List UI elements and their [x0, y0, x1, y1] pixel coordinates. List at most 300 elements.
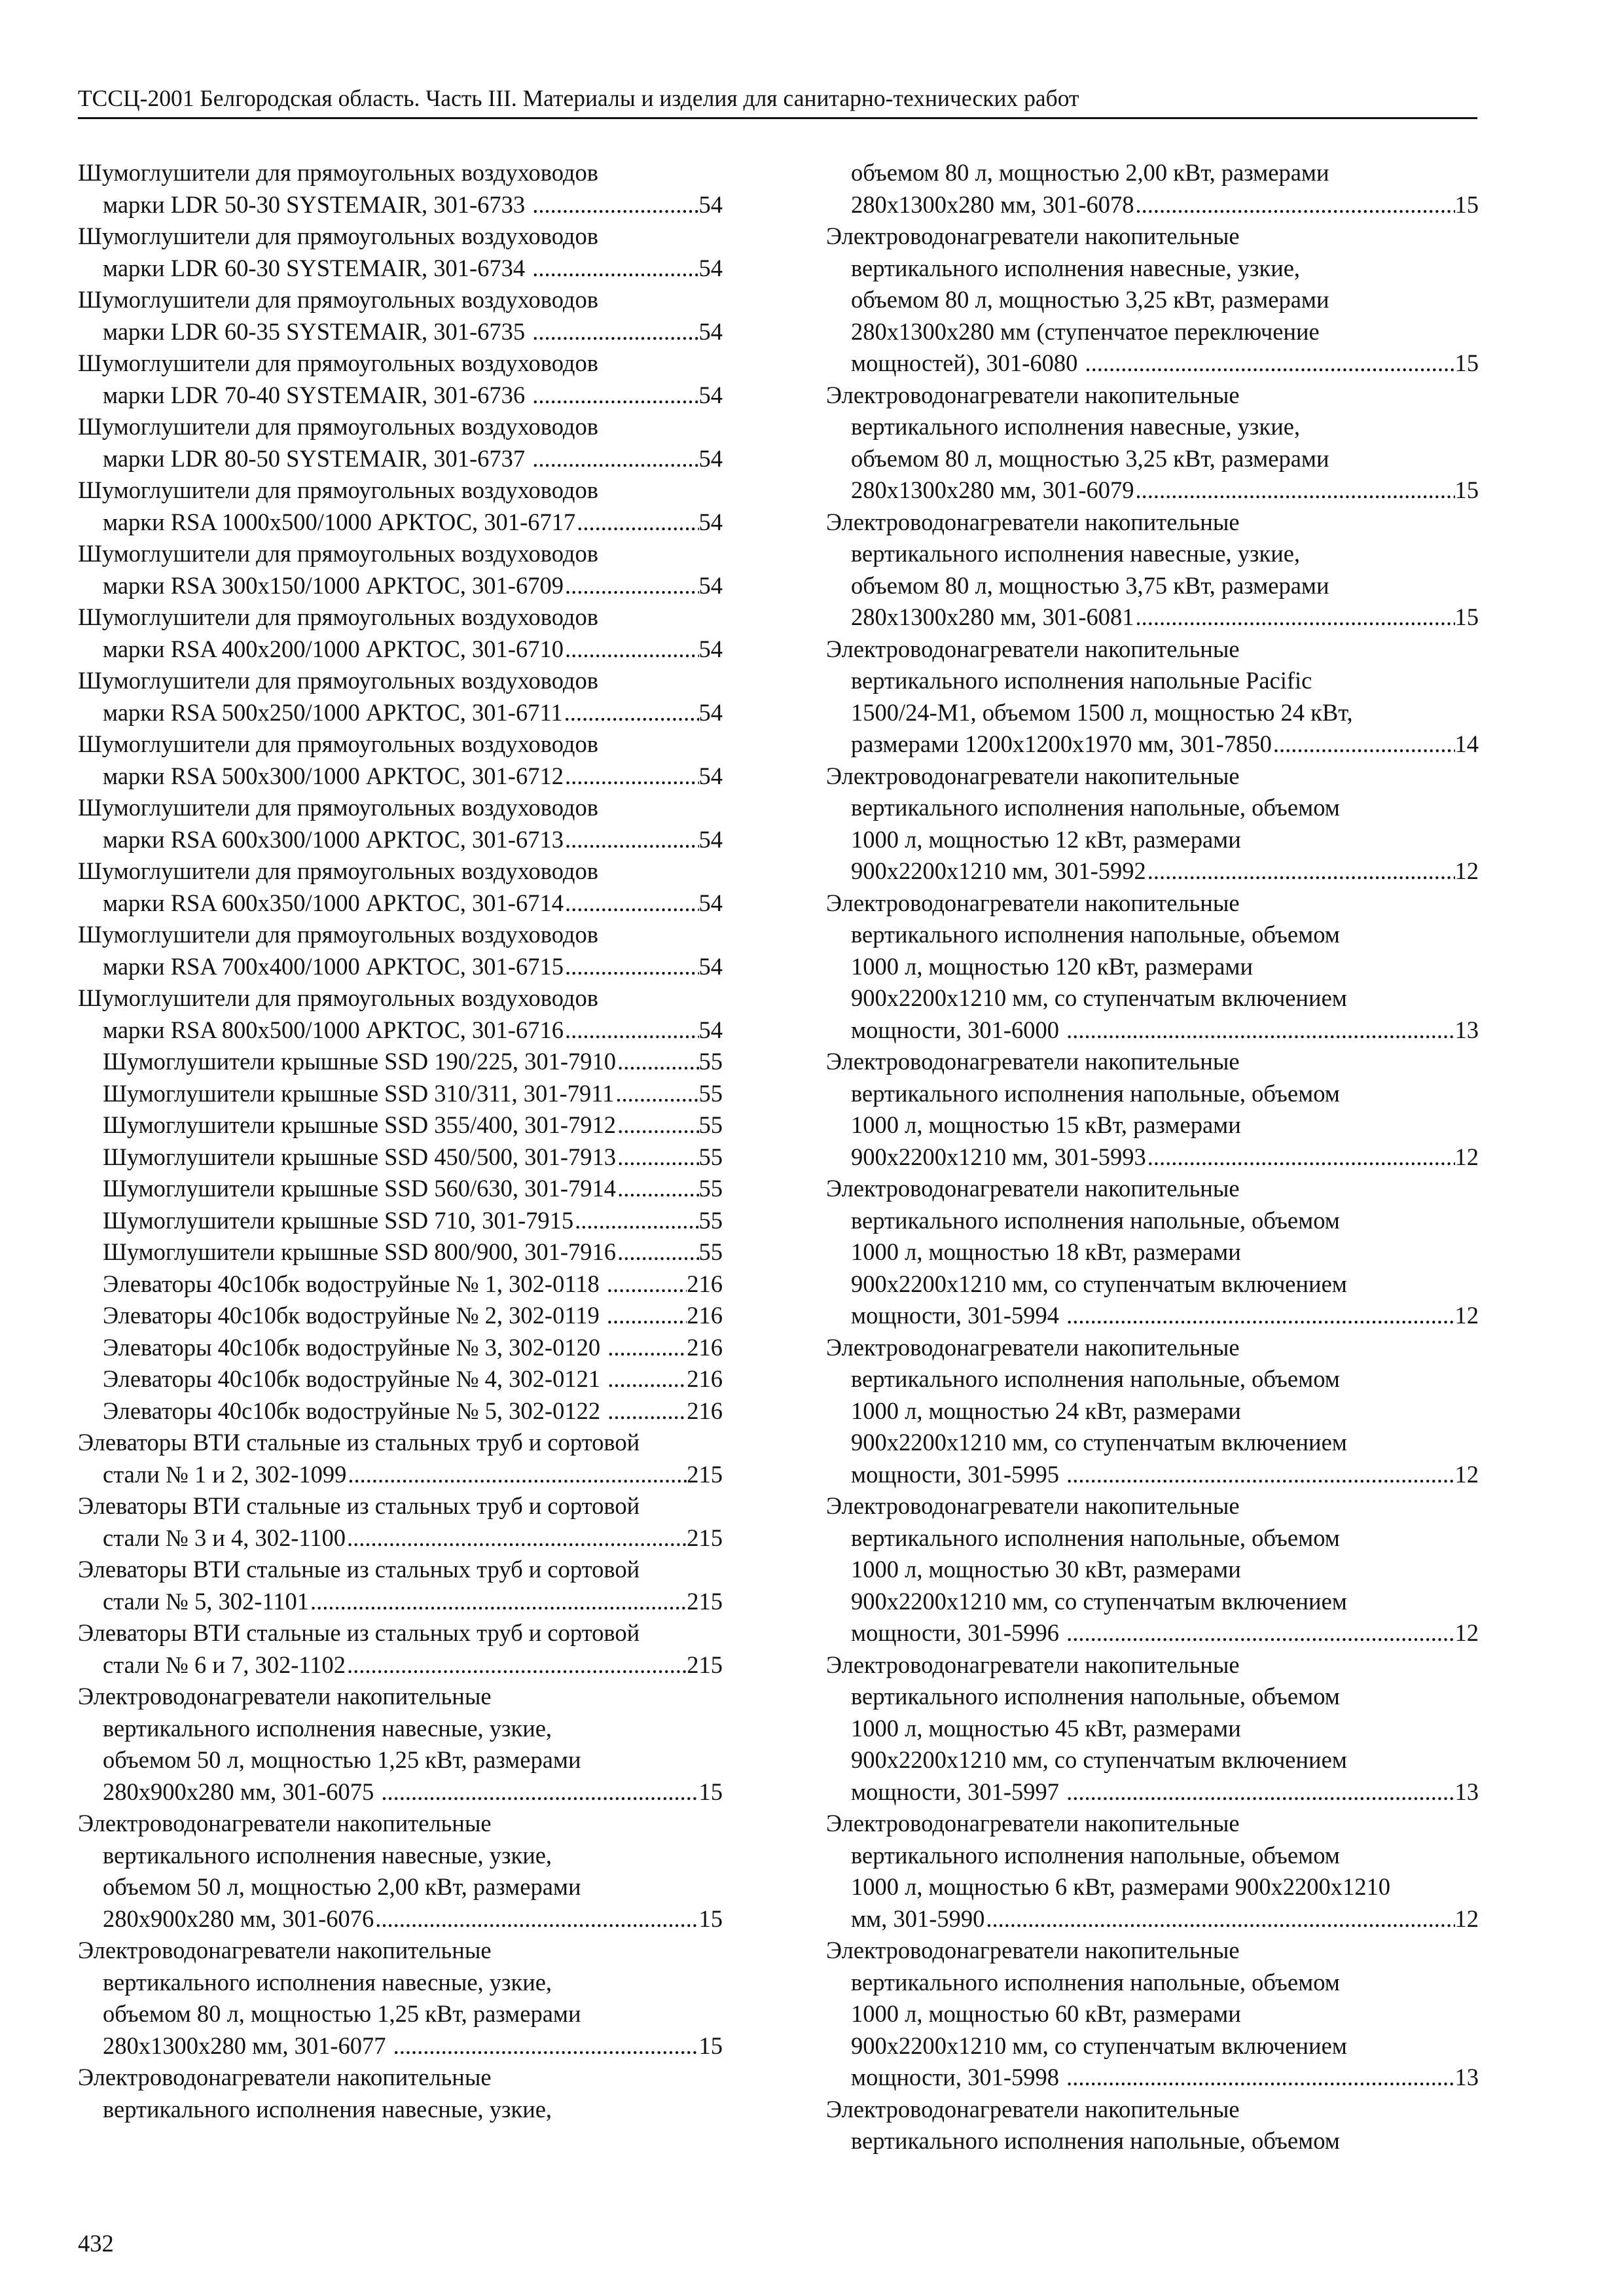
- dot-leader: [1065, 1459, 1454, 1491]
- page-reference: 54: [698, 381, 723, 408]
- dot-leader: [575, 507, 698, 539]
- entry-heading: Шумоглушители для прямоугольных воздуховодов: [78, 984, 598, 1011]
- entry-text: мощности, 301-5995: [851, 1460, 1066, 1488]
- page-reference: 216: [687, 1333, 723, 1361]
- dot-leader: [616, 1236, 698, 1268]
- entry-heading: Шумоглушители для прямоугольных воздуховодов: [78, 857, 598, 884]
- entry-leader-line: [103, 2030, 723, 2062]
- index-entry: [78, 1935, 723, 2062]
- dot-leader: [614, 1078, 698, 1110]
- entry-heading: Электроводонагреватели накопительные: [826, 1651, 1240, 1678]
- entry-leader-line: [851, 1141, 1479, 1174]
- entry-text: 280x900x280 мм, 301-6076: [103, 1905, 374, 1932]
- dot-leader: [1065, 1014, 1454, 1047]
- entry-heading: Шумоглушители для прямоугольных воздуховодов: [78, 159, 598, 186]
- index-entry: [78, 1268, 723, 1300]
- entry-text: марки RSA 300x150/1000 АРКТОС, 301-6709: [103, 571, 564, 599]
- page-reference: 15: [698, 1905, 723, 1932]
- page-reference: 55: [698, 1143, 723, 1170]
- entry-heading: Электроводонагреватели накопительные: [826, 223, 1240, 249]
- dot-leader: [564, 570, 699, 602]
- entry-text: мощности, 301-5996: [851, 1619, 1066, 1646]
- index-entry: [78, 538, 723, 601]
- page-reference: 215: [687, 1587, 723, 1615]
- entry-text: объемом 50 л, мощностью 2,00 кВт, размерами: [103, 1873, 581, 1900]
- page-reference: 54: [698, 444, 723, 472]
- entry-leader-line: [103, 1903, 723, 1935]
- entry-leader-line: [103, 507, 723, 539]
- dot-leader: [573, 1205, 698, 1237]
- dot-leader: [616, 1173, 698, 1205]
- entry-leader-line: [103, 1776, 723, 1808]
- index-entry: [78, 728, 723, 792]
- entry-heading: Шумоглушители для прямоугольных воздуховодов: [78, 286, 598, 313]
- entry-heading: Электроводонагреватели накопительные: [826, 2095, 1240, 2123]
- entry-text: 280x1300x280 мм, 301-6077: [103, 2032, 392, 2059]
- entry-leader-line: [103, 380, 723, 412]
- page-reference: 216: [687, 1397, 723, 1424]
- index-entry: [78, 601, 723, 665]
- dot-leader: [309, 1586, 687, 1618]
- entry-text: Шумоглушители крышные SSD 560/630, 301-7914: [103, 1175, 617, 1202]
- dot-leader: [606, 1395, 687, 1427]
- entry-text: вертикального исполнения напольные, объемом: [851, 1683, 1340, 1710]
- entry-heading: Электроводонагреватели накопительные: [78, 2064, 492, 2090]
- entry-leader-line: [103, 1236, 723, 1268]
- page-reference: 14: [1454, 730, 1479, 757]
- entry-text: объемом 50 л, мощностью 1,25 кВт, размерами: [103, 1746, 581, 1773]
- entry-leader-line: [103, 253, 723, 285]
- entry-leader-line: [103, 1395, 723, 1427]
- entry-leader-line: [851, 601, 1479, 634]
- entry-text: вертикального исполнения навесные, узкие,: [851, 540, 1301, 567]
- page-reference: 216: [687, 1302, 723, 1329]
- entry-text: марки LDR 70-40 SYSTEMAIR, 301-6736: [103, 381, 532, 408]
- entry-text: марки LDR 50-30 SYSTEMAIR, 301-6733: [103, 190, 532, 218]
- index-entry: [826, 1332, 1479, 1491]
- entry-text: стали № 5, 302-1101: [103, 1587, 309, 1615]
- entry-text: вертикального исполнения напольные, объемом: [851, 921, 1340, 948]
- entry-heading: Шумоглушители для прямоугольных воздуховодов: [78, 223, 598, 249]
- page-number: 432: [78, 2230, 114, 2257]
- entry-text: мощности, 301-5998: [851, 2064, 1066, 2090]
- entry-heading: Электроводонагреватели накопительные: [78, 1937, 492, 1964]
- entry-text: вертикального исполнения напольные, объемом: [851, 2127, 1340, 2154]
- entry-leader-line: [851, 1300, 1479, 1332]
- page-reference: 15: [1454, 476, 1479, 503]
- page-reference: 12: [1454, 857, 1479, 884]
- index-entry: [78, 157, 723, 221]
- entry-text: объемом 80 л, мощностью 3,25 кВт, размерами: [851, 286, 1329, 313]
- entry-text: 280x1300x280 мм (ступенчатое переключение: [851, 317, 1320, 345]
- page-reference: 55: [698, 1175, 723, 1202]
- entry-text: 1000 л, мощностью 120 кВт, размерами: [851, 952, 1254, 980]
- index-entry: [78, 1808, 723, 1935]
- entry-text: вертикального исполнения навесные, узкие,: [103, 1714, 552, 1742]
- index-entry: [78, 1332, 723, 1364]
- page-reference: 15: [698, 1778, 723, 1805]
- entry-text: мм, 301-5990: [851, 1905, 985, 1932]
- page-reference: 54: [698, 762, 723, 789]
- dot-leader: [1083, 348, 1454, 380]
- entry-text: стали № 3 и 4, 302-1100: [103, 1524, 346, 1551]
- entry-text: вертикального исполнения напольные, объемом: [851, 1841, 1340, 1869]
- index-entry: [78, 1173, 723, 1205]
- dot-leader: [1134, 189, 1454, 221]
- entry-text: марки RSA 800x500/1000 АРКТОС, 301-6716: [103, 1016, 564, 1043]
- dot-leader: [346, 1459, 687, 1491]
- dot-leader: [616, 1141, 698, 1174]
- page-reference: 54: [698, 508, 723, 535]
- page-reference: 54: [698, 889, 723, 916]
- entry-heading: Электроводонагреватели накопительные: [826, 1333, 1240, 1361]
- entry-heading: объемом 80 л, мощностью 2,00 кВт, размерами: [851, 159, 1329, 186]
- dot-leader: [531, 253, 698, 285]
- index-entry: [78, 1109, 723, 1141]
- entry-text: марки RSA 500x250/1000 АРКТОС, 301-6711: [103, 698, 563, 726]
- dot-leader: [531, 189, 698, 221]
- index-entry: [826, 507, 1479, 634]
- entry-heading: Элеваторы ВТИ стальные из стальных труб и сортовой: [78, 1429, 640, 1456]
- entry-text: 280x1300x280 мм, 301-6078: [851, 190, 1134, 218]
- entry-leader-line: [103, 1300, 723, 1332]
- entry-text: объемом 80 л, мощностью 1,25 кВт, размерами: [103, 2000, 581, 2027]
- entry-text: мощности, 301-5994: [851, 1302, 1066, 1329]
- entry-text: Шумоглушители крышные SSD 800/900, 301-7916: [103, 1238, 617, 1265]
- dot-leader: [606, 1363, 687, 1395]
- entry-heading: Элеваторы ВТИ стальные из стальных труб и сортовой: [78, 1556, 640, 1583]
- entry-leader-line: [103, 1014, 723, 1047]
- entry-text: марки RSA 500x300/1000 АРКТОС, 301-6712: [103, 762, 564, 789]
- entry-text: Шумоглушители крышные SSD 310/311, 301-7911: [103, 1079, 615, 1107]
- page-reference: 55: [698, 1079, 723, 1107]
- entry-heading: Шумоглушители для прямоугольных воздуховодов: [78, 730, 598, 757]
- dot-leader: [346, 1649, 687, 1681]
- entry-text: 1000 л, мощностью 24 кВт, размерами: [851, 1397, 1241, 1424]
- dot-leader: [616, 1109, 698, 1141]
- entry-heading: Электроводонагреватели накопительные: [826, 635, 1240, 662]
- entry-text: 900x2200x1210 мм, со ступенчатым включением: [851, 1587, 1347, 1615]
- entry-heading: Электроводонагреватели накопительные: [826, 1175, 1240, 1202]
- entry-leader-line: [103, 1332, 723, 1364]
- entry-text: Шумоглушители крышные SSD 190/225, 301-7910: [103, 1048, 617, 1075]
- entry-text: вертикального исполнения навесные, узкие,: [103, 1841, 552, 1869]
- page-reference: 215: [687, 1524, 723, 1551]
- index-column-right: [826, 157, 1479, 2157]
- dot-leader: [1134, 601, 1454, 634]
- dot-leader: [392, 2030, 699, 2062]
- entry-heading: Электроводонагреватели накопительные: [78, 1810, 492, 1837]
- entry-text: 900x2200x1210 мм, со ступенчатым включением: [851, 1429, 1347, 1456]
- entry-text: 280x900x280 мм, 301-6075: [103, 1778, 380, 1805]
- entry-leader-line: [851, 855, 1479, 888]
- entry-leader-line: [851, 1776, 1479, 1808]
- page-reference: 15: [698, 2032, 723, 2059]
- page-reference: 55: [698, 1048, 723, 1075]
- index-entry: [78, 1078, 723, 1110]
- entry-text: объемом 80 л, мощностью 3,25 кВт, размерами: [851, 444, 1329, 472]
- entry-leader-line: [103, 761, 723, 793]
- entry-leader-line: [103, 1586, 723, 1618]
- index-entry: [826, 1173, 1479, 1332]
- entry-heading: Шумоглушители для прямоугольных воздуховодов: [78, 794, 598, 821]
- entry-text: мощности, 301-5997: [851, 1778, 1066, 1805]
- entry-heading: Шумоглушители для прямоугольных воздуховодов: [78, 350, 598, 376]
- dot-leader: [1065, 2062, 1454, 2094]
- dot-leader: [1065, 1776, 1454, 1808]
- page-reference: 54: [698, 635, 723, 662]
- entry-text: вертикального исполнения напольные, объемом: [851, 1206, 1340, 1234]
- index-entry: [78, 411, 723, 475]
- entry-heading: Элеваторы ВТИ стальные из стальных труб и сортовой: [78, 1619, 640, 1646]
- page-reference: 54: [698, 317, 723, 345]
- entry-leader-line: [851, 1014, 1479, 1047]
- entry-heading: Шумоглушители для прямоугольных воздуховодов: [78, 476, 598, 503]
- index-entry: [826, 1046, 1479, 1173]
- entry-text: вертикального исполнения навесные, узкие,: [103, 1968, 552, 1996]
- dot-leader: [563, 697, 699, 729]
- dot-leader: [1065, 1617, 1454, 1649]
- dot-leader: [531, 443, 698, 475]
- entry-heading: Шумоглушители для прямоугольных воздуховодов: [78, 667, 598, 694]
- entry-text: марки LDR 60-30 SYSTEMAIR, 301-6734: [103, 254, 532, 281]
- entry-text: Шумоглушители крышные SSD 355/400, 301-7912: [103, 1111, 617, 1138]
- entry-text: 1000 л, мощностью 18 кВт, размерами: [851, 1238, 1241, 1265]
- entry-text: 900x2200x1210 мм, со ступенчатым включением: [851, 2032, 1347, 2059]
- page-reference: 215: [687, 1651, 723, 1678]
- index-entry: [826, 634, 1479, 761]
- dot-leader: [564, 761, 699, 793]
- entry-leader-line: [103, 1173, 723, 1205]
- entry-text: стали № 6 и 7, 302-1102: [103, 1651, 346, 1678]
- index-entry: [78, 1300, 723, 1332]
- page-reference: 215: [687, 1460, 723, 1488]
- index-entry: [78, 1427, 723, 1490]
- entry-leader-line: [103, 1522, 723, 1554]
- entry-text: 1000 л, мощностью 45 кВт, размерами: [851, 1714, 1241, 1742]
- page-reference: 12: [1454, 1143, 1479, 1170]
- index-entry: [78, 919, 723, 982]
- entry-text: 1000 л, мощностью 6 кВт, размерами 900x2200x1210: [851, 1873, 1390, 1900]
- entry-text: вертикального исполнения навесные, узкие,: [103, 2095, 552, 2123]
- index-entry: [78, 1205, 723, 1237]
- index-entry: [826, 380, 1479, 507]
- entry-heading: Шумоглушители для прямоугольных воздуховодов: [78, 603, 598, 630]
- page-reference: 13: [1454, 1778, 1479, 1805]
- index-entry: [78, 1363, 723, 1395]
- entry-text: 280x1300x280 мм, 301-6081: [851, 603, 1134, 630]
- dot-leader: [605, 1300, 687, 1332]
- entry-text: Элеваторы 40с10бк водоструйные № 3, 302-0120: [103, 1333, 607, 1361]
- page-reference: 13: [1454, 1016, 1479, 1043]
- entry-heading: Электроводонагреватели накопительные: [826, 381, 1240, 408]
- dot-leader: [564, 951, 699, 983]
- index-entry: [78, 1681, 723, 1808]
- entry-text: марки LDR 60-35 SYSTEMAIR, 301-6735: [103, 317, 532, 345]
- entry-heading: Электроводонагреватели накопительные: [826, 508, 1240, 535]
- entry-heading: Электроводонагреватели накопительные: [78, 1683, 492, 1710]
- entry-leader-line: [103, 1046, 723, 1078]
- page-reference: 15: [1454, 350, 1479, 376]
- dot-leader: [531, 380, 698, 412]
- entry-heading: Электроводонагреватели накопительные: [826, 1810, 1240, 1837]
- entry-leader-line: [103, 1109, 723, 1141]
- entry-leader-line: [103, 1649, 723, 1681]
- entry-leader-line: [103, 316, 723, 348]
- entry-text: вертикального исполнения напольные, объемом: [851, 1079, 1340, 1107]
- index-entry: [826, 1808, 1479, 1935]
- entry-text: 280x1300x280 мм, 301-6079: [851, 476, 1134, 503]
- entry-leader-line: [851, 1617, 1479, 1649]
- entry-text: 900x2200x1210 мм, со ступенчатым включением: [851, 984, 1347, 1011]
- page-reference: 55: [698, 1206, 723, 1234]
- entry-leader-line: [851, 2062, 1479, 2094]
- index-entry: [826, 1935, 1479, 2094]
- entry-text: Шумоглушители крышные SSD 450/500, 301-7913: [103, 1143, 617, 1170]
- page-reference: 15: [1454, 190, 1479, 218]
- entry-leader-line: [103, 189, 723, 221]
- index-entry: [78, 665, 723, 728]
- entry-text: вертикального исполнения напольные, объемом: [851, 794, 1340, 821]
- entry-text: Элеваторы 40с10бк водоструйные № 4, 302-0121: [103, 1365, 607, 1392]
- entry-heading: Электроводонагреватели накопительные: [826, 1492, 1240, 1519]
- index-entry: [78, 1490, 723, 1554]
- index-entry: [78, 1617, 723, 1681]
- dot-leader: [346, 1522, 687, 1554]
- entry-text: 1000 л, мощностью 15 кВт, размерами: [851, 1111, 1241, 1138]
- dot-leader: [380, 1776, 698, 1808]
- entry-leader-line: [103, 1078, 723, 1110]
- index-entry: [78, 1046, 723, 1078]
- index-entry: [78, 1141, 723, 1174]
- page-reference: 12: [1454, 1302, 1479, 1329]
- entry-leader-line: [103, 951, 723, 983]
- index-entry: [78, 982, 723, 1046]
- dot-leader: [1272, 728, 1455, 761]
- dot-leader: [984, 1903, 1454, 1935]
- entry-heading: Электроводонагреватели накопительные: [826, 1937, 1240, 1964]
- page-reference: 54: [698, 825, 723, 853]
- entry-text: мощностей), 301-6080: [851, 350, 1084, 376]
- entry-leader-line: [851, 348, 1479, 380]
- index-entry: [78, 221, 723, 284]
- dot-leader: [605, 1268, 687, 1300]
- entry-heading: Элеваторы ВТИ стальные из стальных труб и сортовой: [78, 1492, 640, 1519]
- dot-leader: [1065, 1300, 1454, 1332]
- index-entry: [78, 475, 723, 538]
- index-entry: [78, 1554, 723, 1617]
- index-entry: [78, 1395, 723, 1427]
- index-entry: [78, 1236, 723, 1268]
- page-reference: 12: [1454, 1619, 1479, 1646]
- index-entry: [826, 1649, 1479, 1808]
- page-reference: 12: [1454, 1460, 1479, 1488]
- page-reference: 55: [698, 1111, 723, 1138]
- entry-text: вертикального исполнения напольные, объемом: [851, 1365, 1340, 1392]
- entry-text: 900x2200x1210 мм, 301-5992: [851, 857, 1146, 884]
- entry-text: 1000 л, мощностью 60 кВт, размерами: [851, 2000, 1241, 2027]
- entry-heading: Электроводонагреватели накопительные: [826, 1048, 1240, 1075]
- entry-leader-line: [103, 1141, 723, 1174]
- entry-text: марки RSA 700x400/1000 АРКТОС, 301-6715: [103, 952, 564, 980]
- page-reference: 13: [1454, 2064, 1479, 2090]
- entry-text: 900x2200x1210 мм, 301-5993: [851, 1143, 1146, 1170]
- entry-text: марки RSA 600x350/1000 АРКТОС, 301-6714: [103, 889, 564, 916]
- entry-text: марки RSA 1000x500/1000 АРКТОС, 301-6717: [103, 508, 576, 535]
- entry-leader-line: [103, 443, 723, 475]
- page-reference: 54: [698, 254, 723, 281]
- index-entry: [826, 888, 1479, 1047]
- entry-text: вертикального исполнения напольные, объемом: [851, 1968, 1340, 1996]
- entry-text: Элеваторы 40с10бк водоструйные № 1, 302-0118: [103, 1270, 605, 1297]
- entry-leader-line: [103, 1268, 723, 1300]
- entry-text: объемом 80 л, мощностью 3,75 кВт, размерами: [851, 571, 1329, 599]
- page-reference: 216: [687, 1365, 723, 1392]
- entry-leader-line: [851, 475, 1479, 507]
- index-entry: [78, 284, 723, 348]
- entry-text: Элеваторы 40с10бк водоструйные № 5, 302-0122: [103, 1397, 607, 1424]
- entry-text: вертикального исполнения напольные Pacific: [851, 667, 1312, 694]
- entry-text: Элеваторы 40с10бк водоструйные № 2, 302-0119: [103, 1302, 605, 1329]
- entry-text: Шумоглушители крышные SSD 710, 301-7915: [103, 1206, 574, 1234]
- entry-heading: Шумоглушители для прямоугольных воздуховодов: [78, 921, 598, 948]
- page-reference: 54: [698, 952, 723, 980]
- dot-leader: [374, 1903, 698, 1935]
- entry-leader-line: [103, 570, 723, 602]
- index-entry: [78, 792, 723, 855]
- entry-text: вертикального исполнения навесные, узкие,: [851, 254, 1301, 281]
- entry-leader-line: [103, 1363, 723, 1395]
- entry-leader-line: [851, 189, 1479, 221]
- page-reference: 216: [687, 1270, 723, 1297]
- index-entry: [78, 348, 723, 411]
- entry-heading: Шумоглушители для прямоугольных воздуховодов: [78, 413, 598, 440]
- entry-leader-line: [103, 824, 723, 856]
- dot-leader: [531, 316, 698, 348]
- dot-leader: [1146, 1141, 1455, 1174]
- index-entry: [826, 157, 1479, 221]
- entry-text: размерами 1200x1200x1970 мм, 301-7850: [851, 730, 1272, 757]
- index-entry: [78, 2062, 723, 2125]
- entry-leader-line: [851, 1459, 1479, 1491]
- page-reference: 15: [1454, 603, 1479, 630]
- entry-leader-line: [103, 634, 723, 666]
- index-entry: [78, 855, 723, 919]
- dot-leader: [606, 1332, 687, 1364]
- entry-heading: Электроводонагреватели накопительные: [826, 889, 1240, 916]
- dot-leader: [564, 1014, 699, 1047]
- entry-leader-line: [851, 1903, 1479, 1935]
- page-reference: 55: [698, 1238, 723, 1265]
- entry-text: марки LDR 80-50 SYSTEMAIR, 301-6737: [103, 444, 532, 472]
- entry-heading: Электроводонагреватели накопительные: [826, 762, 1240, 789]
- entry-leader-line: [103, 697, 723, 729]
- dot-leader: [616, 1046, 698, 1078]
- page-reference: 54: [698, 1016, 723, 1043]
- page-reference: 54: [698, 190, 723, 218]
- index-entry: [826, 221, 1479, 380]
- entry-text: вертикального исполнения навесные, узкие,: [851, 413, 1301, 440]
- dot-leader: [1134, 475, 1454, 507]
- page-reference: 54: [698, 571, 723, 599]
- entry-text: 900x2200x1210 мм, со ступенчатым включением: [851, 1270, 1347, 1297]
- entry-text: 1000 л, мощностью 12 кВт, размерами: [851, 825, 1241, 853]
- index-entry: [826, 1490, 1479, 1649]
- page-reference: 54: [698, 698, 723, 726]
- page-reference: 12: [1454, 1905, 1479, 1932]
- entry-text: стали № 1 и 2, 302-1099: [103, 1460, 347, 1488]
- entry-text: 1500/24-M1, объемом 1500 л, мощностью 24 кВт,: [851, 698, 1353, 726]
